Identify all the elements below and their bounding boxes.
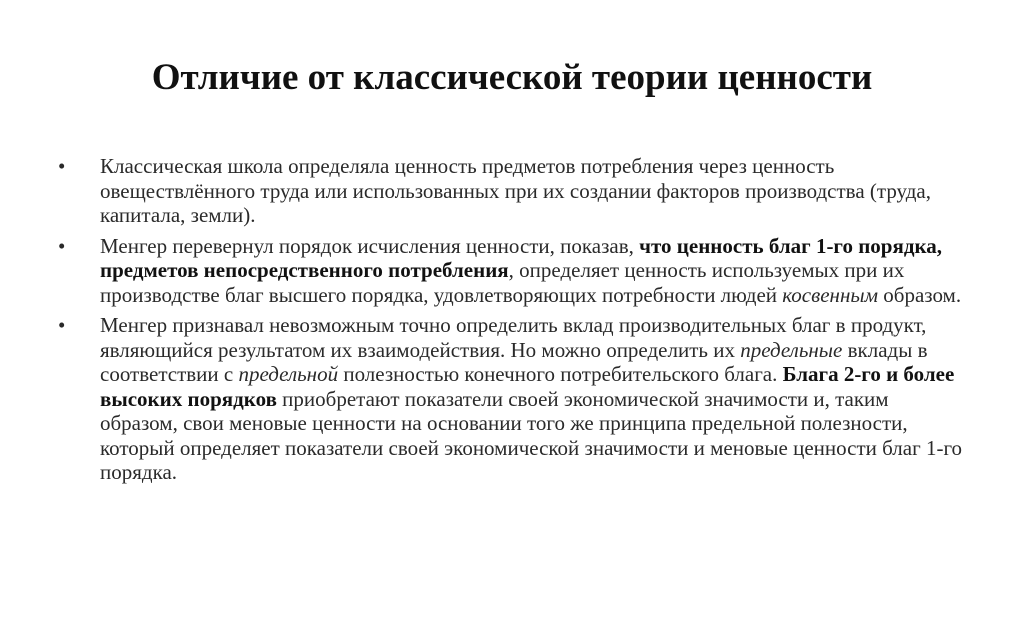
bullet-text: полезностью конечного потребительского блага. <box>338 362 783 386</box>
bullet-text: приобретают показатели своей экономической значимости и, таким образом, свои меновые ценности на основании того же принципа предельной полезности, который определяет показатели своей экономической значимости и меновые ценности благ 1-го порядка. <box>100 386 963 484</box>
bullet-item-marginal-contribution <box>58 313 968 485</box>
bullet-text: вклады в соответствии с <box>100 337 928 386</box>
bullet-text: Классическая школа определяла ценность предметов потребления через ценность овеществлённого труда или использованных при их создании факторов производства (труда, капитала, земли). <box>100 154 931 227</box>
bullet-text: Менгер признавал невозможным точно определить вклад производительных благ в продукт, являющийся результатом их взаимодействия. Но можно определить их <box>100 313 927 362</box>
bullet-text: , определяет ценность используемых при их производстве благ высшего порядка, удовлетворяющих потребности людей <box>100 258 905 307</box>
bullet-item-classical-school <box>58 154 968 228</box>
bullet-list <box>58 154 968 491</box>
bullet-dot-icon: • <box>58 313 66 337</box>
bullet-text: образом. <box>878 282 962 307</box>
bullet-dot-icon: • <box>58 233 66 258</box>
bullet-item-menger-reversal <box>58 234 968 308</box>
bullet-text-bold: Блага 2-го и более высоких порядков <box>100 362 955 411</box>
bullet-text-italic: предельной <box>238 362 339 386</box>
bullet-dot-icon: • <box>58 154 66 178</box>
slide-title: Отличие от классической теории ценности <box>151 57 873 98</box>
bullet-text-italic: предельные <box>740 337 843 362</box>
bullet-text-bold: что ценность благ 1-го порядка, предметов непосредственного потребления <box>100 233 942 282</box>
bullet-text-italic: косвенным <box>782 282 879 307</box>
bullet-text: Менгер перевернул порядок исчисления ценности, показав, <box>100 233 640 258</box>
